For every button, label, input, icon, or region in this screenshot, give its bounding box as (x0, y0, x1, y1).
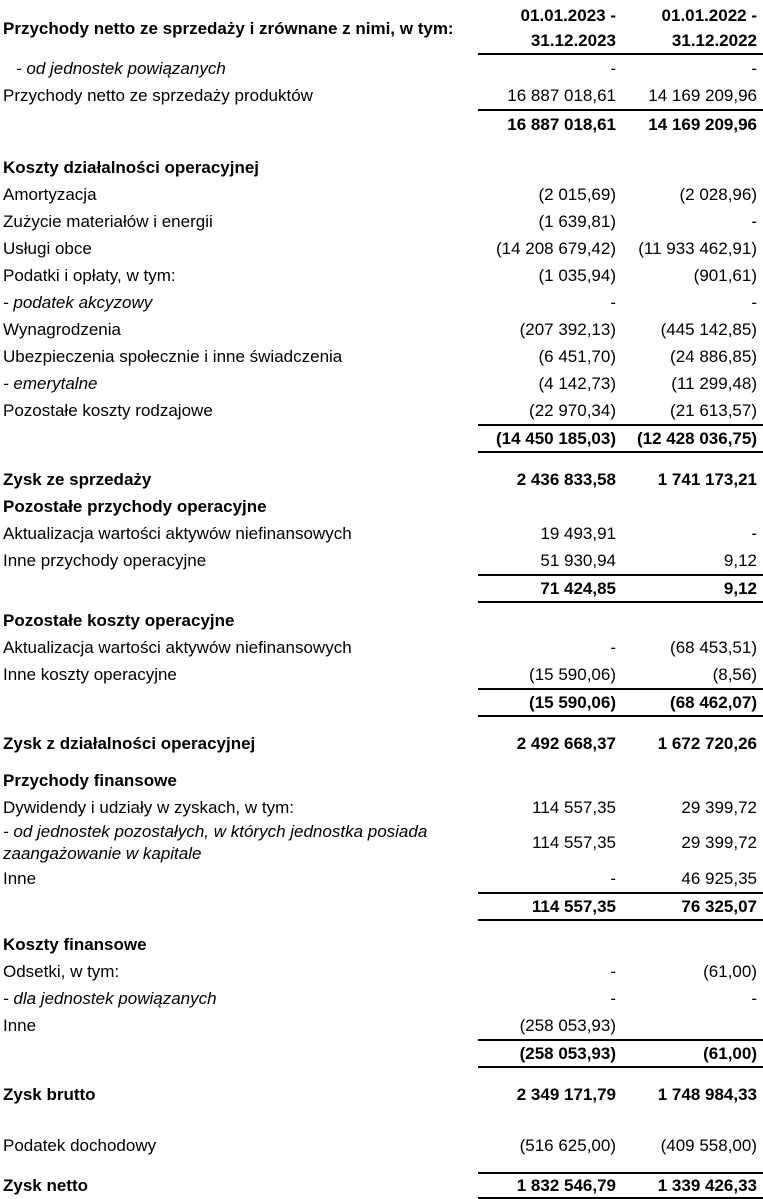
row-values (478, 574, 763, 603)
table-row (0, 343, 763, 370)
table-row (0, 958, 763, 985)
value-2022-cell: - (751, 523, 757, 543)
row-values (478, 262, 763, 289)
row-label: Przychody finansowe (3, 770, 177, 790)
row-label: Odsetki, w tym: (3, 961, 120, 981)
value-2022-cell: (61,00) (703, 1043, 757, 1063)
value-2022-cell: (12 428 036,75) (636, 428, 757, 448)
value-2022-cell: (409 558,00) (660, 1135, 757, 1155)
value-2023-cell: - (610, 868, 616, 888)
spacer-row (0, 1108, 763, 1132)
value-2023-cell: - (610, 988, 616, 1008)
header-line: 31.12.2022 (671, 30, 757, 50)
row-label: - emerytalne (3, 373, 98, 393)
spacer-row (0, 453, 763, 466)
value-2022-cell: - (751, 58, 757, 78)
value-2023-cell: (15 590,06) (529, 664, 616, 684)
value-2023-cell: - (610, 292, 616, 312)
value-2022-cell: 29 399,72 (681, 797, 757, 817)
value-2023-cell: (258 053,93) (519, 1043, 616, 1063)
value-2022-cell: 9,12 (723, 578, 757, 598)
value-2022-cell: 9,12 (723, 550, 757, 570)
profit-loss-table (0, 2, 763, 1199)
table-row (0, 821, 763, 865)
value-2022-cell: - (751, 988, 757, 1008)
value-2023-cell: 114 557,35 (531, 896, 616, 916)
value-2022-cell: - (751, 292, 757, 312)
spacer-row (0, 757, 763, 767)
value-2023-cell: (1 639,81) (538, 211, 616, 231)
row-values (478, 931, 763, 958)
row-values (478, 607, 763, 634)
table-row (0, 316, 763, 343)
row-label: Inne (3, 1015, 37, 1035)
value-2023-cell: 1 832 546,79 (516, 1175, 616, 1195)
row-values (478, 730, 763, 757)
profit-row (0, 730, 763, 757)
profit-row (0, 466, 763, 493)
row-label: Koszty finansowe (3, 934, 147, 954)
value-2022-cell: 76 325,07 (681, 896, 757, 916)
table-row (0, 55, 763, 82)
row-label: Pozostałe koszty operacyjne (3, 610, 235, 630)
section-header-row (0, 931, 763, 958)
table-row (0, 661, 763, 688)
row-label: - podatek akcyzowy (3, 292, 153, 312)
spacer-row (0, 921, 763, 931)
section-header-row (0, 607, 763, 634)
value-2022-cell: (11 933 462,91) (638, 238, 757, 258)
row-values (478, 892, 763, 921)
table-row (0, 289, 763, 316)
row-values (478, 370, 763, 397)
row-values (478, 865, 763, 892)
table-row (0, 235, 763, 262)
row-values (478, 208, 763, 235)
row-values (478, 1081, 763, 1108)
row-values (478, 547, 763, 574)
table-row (0, 208, 763, 235)
value-2023-cell: 2 436 833,58 (516, 469, 616, 489)
row-label: Pozostałe koszty rodzajowe (3, 400, 213, 420)
row-label: Podatek dochodowy (3, 1135, 157, 1155)
section-header-row (0, 154, 763, 181)
value-2023-cell: - (610, 961, 616, 981)
value-2022-cell: (68 453,51) (670, 637, 757, 657)
row-values (478, 235, 763, 262)
subtotal-row (0, 109, 763, 138)
row-values (478, 493, 763, 520)
value-2022-cell: (21 613,57) (670, 400, 757, 420)
row-values (478, 1039, 763, 1068)
row-label: Aktualizacja wartości aktywów niefinansowych (3, 637, 352, 657)
row-label: Amortyzacja (3, 184, 97, 204)
table-row (0, 547, 763, 574)
row-values (478, 958, 763, 985)
row-values (478, 520, 763, 547)
row-values (478, 2, 763, 55)
row-values (478, 1012, 763, 1039)
value-2022-cell: (901,61) (693, 265, 757, 285)
row-values (478, 55, 763, 82)
row-values (478, 424, 763, 453)
row-label: Podatki i opłaty, w tym: (3, 265, 176, 285)
table-row (0, 794, 763, 821)
table-row (0, 865, 763, 892)
row-label: Przychody netto ze sprzedaży produktów (3, 85, 313, 105)
row-values (478, 821, 763, 865)
section-header-row (0, 767, 763, 794)
spacer-row (0, 1159, 763, 1172)
table-row (0, 82, 763, 109)
section-header-row (0, 493, 763, 520)
value-2023-cell: - (610, 637, 616, 657)
value-2022-cell: - (751, 211, 757, 231)
subtotal-row (0, 1039, 763, 1068)
spacer-row (0, 138, 763, 154)
table-row (0, 262, 763, 289)
value-2023-cell: 114 557,35 (532, 833, 616, 853)
value-2023-cell: 2 349 171,79 (516, 1084, 616, 1104)
value-2022-cell: 1 748 984,33 (657, 1084, 757, 1104)
row-label: Wynagrodzenia (3, 319, 121, 339)
row-label: Inne (3, 868, 37, 888)
row-label: Zysk netto (3, 1175, 89, 1195)
value-2023-cell: (2 015,69) (538, 184, 616, 204)
subtotal-row (0, 424, 763, 453)
value-2022-cell: 1 339 426,33 (657, 1175, 757, 1195)
row-values (478, 289, 763, 316)
row-values (478, 316, 763, 343)
value-2022-cell: (2 028,96) (679, 184, 757, 204)
spacer-row (0, 1068, 763, 1081)
value-2023-cell: (516 625,00) (519, 1135, 616, 1155)
row-values (478, 154, 763, 181)
table-row (0, 634, 763, 661)
value-2023-cell: (6 451,70) (538, 346, 616, 366)
value-2023-cell: 16 887 018,61 (507, 114, 616, 134)
subtotal-row (0, 688, 763, 717)
value-2023-cell: 71 424,85 (540, 578, 616, 598)
value-2022-cell: 29 399,72 (681, 833, 757, 853)
value-2022-cell: 14 169 209,96 (648, 114, 757, 134)
value-2023-cell: (1 035,94) (538, 265, 616, 285)
value-2023-cell: (22 970,34) (529, 400, 616, 420)
value-2023-cell: (258 053,93) (519, 1015, 616, 1035)
value-2022-cell: (61,00) (703, 961, 757, 981)
value-2023-cell: 114 557,35 (532, 797, 616, 817)
column-header-row (0, 2, 763, 55)
row-label: - od jednostek pozostałych, w których jednostka posiada zaangażowanie w kapitale (3, 822, 428, 864)
row-label: Inne przychody operacyjne (3, 550, 207, 570)
value-2022-cell: (445 142,85) (660, 319, 757, 339)
row-values (478, 634, 763, 661)
value-2023-cell: - (610, 58, 616, 78)
table-row (0, 181, 763, 208)
row-values (478, 767, 763, 794)
row-values (478, 109, 763, 138)
period-2023-header (478, 2, 616, 53)
header-line: 31.12.2023 (530, 30, 616, 50)
row-values (478, 343, 763, 370)
value-2023-cell: 51 930,94 (540, 550, 616, 570)
value-2023-cell: (4 142,73) (538, 373, 616, 393)
value-2022-cell: 14 169 209,96 (648, 85, 757, 105)
value-2022-cell: (24 886,85) (670, 346, 757, 366)
row-values (478, 985, 763, 1012)
profit-row (0, 1172, 763, 1199)
row-label: Aktualizacja wartości aktywów niefinansowych (3, 523, 352, 543)
row-values (478, 466, 763, 493)
value-2023-cell: (14 208 679,42) (495, 238, 616, 258)
value-2023-cell: (207 392,13) (519, 319, 616, 339)
table-row (0, 1012, 763, 1039)
table-row (0, 520, 763, 547)
row-label: Zysk z działalności operacyjnej (3, 733, 256, 753)
value-2022-cell: 1 741 173,21 (657, 469, 757, 489)
value-2022-cell: (8,56) (712, 664, 757, 684)
row-label: Usługi obce (3, 238, 92, 258)
row-label: Inne koszty operacyjne (3, 664, 177, 684)
row-label: Zużycie materiałów i energii (3, 211, 213, 231)
header-line: 01.01.2023 - (520, 6, 616, 25)
row-label: Koszty działalności operacyjnej (3, 157, 260, 177)
row-label: - dla jednostek powiązanych (3, 988, 217, 1008)
header-line: 01.01.2022 - (661, 6, 757, 25)
spacer-row (0, 717, 763, 730)
row-label: Pozostałe przychody operacyjne (3, 496, 267, 516)
value-2022-cell: 1 672 720,26 (657, 733, 757, 753)
row-values (478, 1172, 763, 1199)
row-label: - od jednostek powiązanych (16, 58, 226, 78)
row-label: Ubezpieczenia społecznie i inne świadczenia (3, 346, 343, 366)
table-row (0, 397, 763, 424)
value-2022-cell: (68 462,07) (670, 692, 757, 712)
row-label: Dywidendy i udziały w zyskach, w tym: (3, 797, 294, 817)
row-values (478, 82, 763, 109)
subtotal-row (0, 892, 763, 921)
value-2023-cell: (15 590,06) (529, 692, 616, 712)
row-values (478, 688, 763, 717)
subtotal-row (0, 574, 763, 603)
profit-row (0, 1081, 763, 1108)
row-values (478, 1132, 763, 1159)
table-row (0, 1132, 763, 1159)
period-2022-header (616, 2, 763, 53)
row-label: Przychody netto ze sprzedaży i zrównane z nimi, w tym: (3, 18, 454, 38)
value-2023-cell: 16 887 018,61 (507, 85, 616, 105)
row-values (478, 181, 763, 208)
row-label: Zysk brutto (3, 1084, 96, 1104)
row-values (478, 661, 763, 688)
value-2023-cell: 19 493,91 (540, 523, 616, 543)
row-values (478, 397, 763, 424)
value-2023-cell: (14 450 185,03) (495, 428, 616, 448)
table-row (0, 985, 763, 1012)
table-row (0, 370, 763, 397)
value-2023-cell: 2 492 668,37 (516, 733, 616, 753)
row-values (478, 794, 763, 821)
row-label: Zysk ze sprzedaży (3, 469, 152, 489)
value-2022-cell: (11 299,48) (671, 373, 757, 393)
value-2022-cell: 46 925,35 (681, 868, 757, 888)
